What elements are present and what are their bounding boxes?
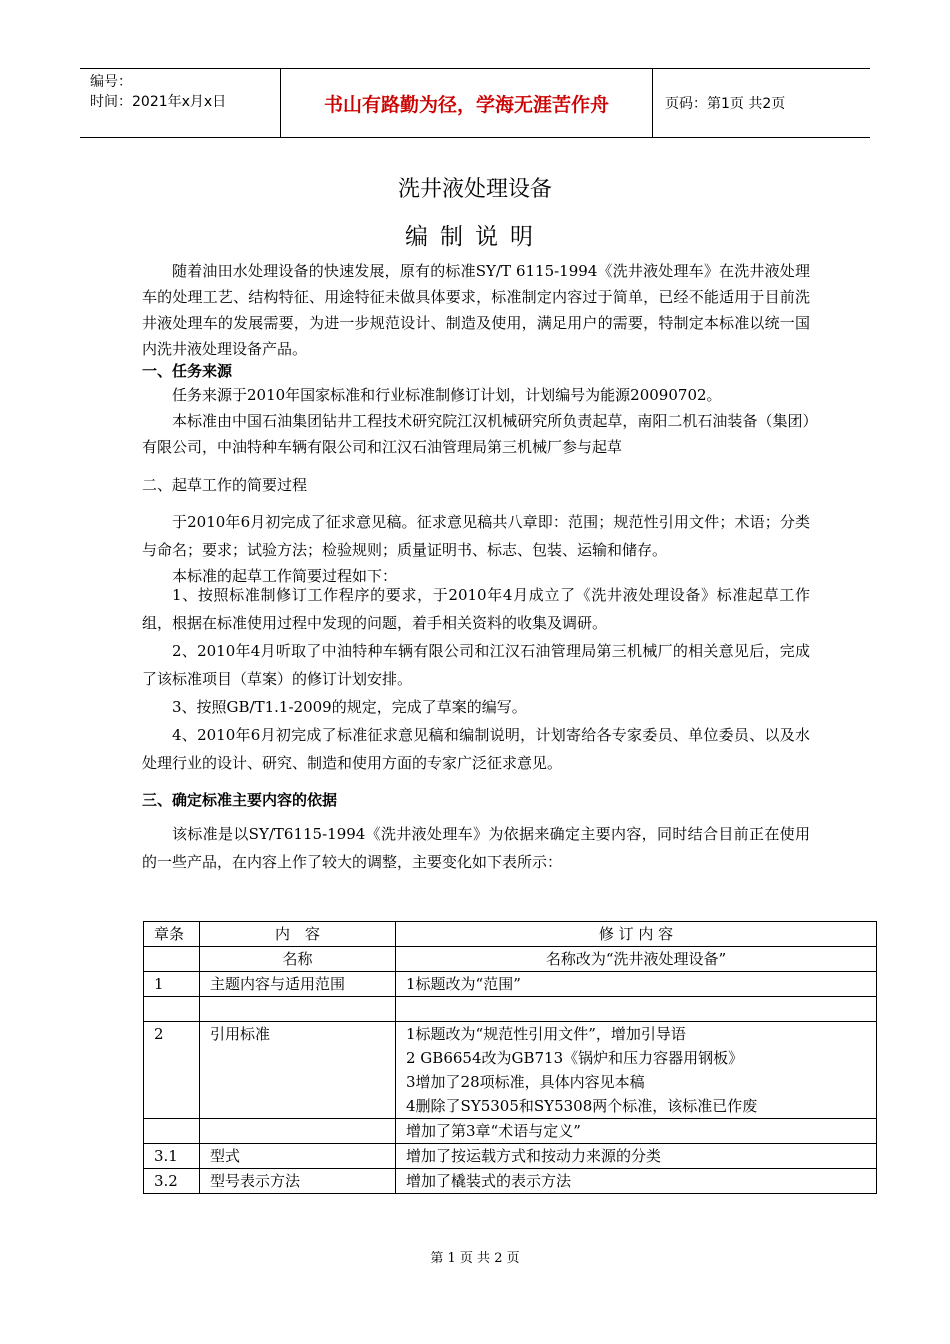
table-row [144,1169,877,1194]
table-row [144,972,877,997]
section2-paragraph-4: 2、2010年4月听取了中油特种车辆有限公司和江汉石油管理局第三机械厂的相关意见后，完成了该标准项目（草案）的修订计划安排。 [142,642,810,688]
time-label: 时间：2021年x月x日 [90,94,227,110]
document-title: 洗井液处理设备 [397,177,552,202]
table-cell: 1标题改为“规范性引用文件”，增加引导语 [396,1022,877,1047]
table-row [144,1119,877,1144]
table-cell: 增加了按运载方式和按动力来源的分类 [396,1144,877,1169]
section2-paragraph-2: 本标准的起草工作简要过程如下： [172,567,398,585]
table-cell: 4删除了SY5305和SY5308两个标准，该标准已作废 [396,1094,877,1119]
section2-paragraph-1: 于2010年6月初完成了征求意见稿。征求意见稿共八章即：范围；规范性引用文件；术语；分类与命名；要求；试验方法；检验规则；质量证明书、标志、包装、运输和储存。 [142,513,810,559]
table-row [144,1144,877,1169]
section2-paragraph-3: 1、按照标准制修订工作程序的要求，于2010年4月成立了《洗井液处理设备》标准起草工作组，根据在标准使用过程中发现的问题，着手相关资料的收集及调研。 [142,586,810,632]
document-subtitle: 编制说明 [405,224,545,250]
table-cell: 型式 [200,1144,396,1169]
section2-heading: 二、起草工作的简要过程 [142,476,308,494]
table-cell: 3.1 [144,1144,200,1169]
table-cell [144,1119,200,1144]
header-cell: 章条 [144,922,200,947]
header-left-cell [80,69,281,137]
header-cell: 修 订 内 容 [396,922,877,947]
table-cell [200,1119,396,1144]
number-label: 编号： [90,74,132,90]
revision-table [143,921,877,1194]
section3-paragraph-1: 该标准是以SY/T6115-1994《洗井液处理车》为依据来确定主要内容，同时结合目前正在使用的一些产品，在内容上作了较大的调整，主要变化如下表所示： [142,825,810,871]
table-cell: 3.2 [144,1169,200,1194]
table-cell: 引用标准 [200,1022,396,1119]
table-cell: 型号表示方法 [200,1169,396,1194]
table-cell: 2 [144,1022,200,1119]
section1-paragraph-2: 本标准由中国石油集团钻井工程技术研究院江汉机械研究所负责起草，南阳二机石油装备（集团）有限公司，中油特种车辆有限公司和江汉石油管理局第三机械厂参与起草 [142,412,810,456]
table-row [144,1022,877,1047]
table-row [144,997,877,1022]
table-cell: 增加了第3章“术语与定义” [396,1119,877,1144]
table-cell: 主题内容与适用范围 [200,972,396,997]
intro-paragraph: 随着油田水处理设备的快速发展，原有的标准SY/T 6115-1994《洗井液处理车》在洗井液处理车的处理工艺、结构特征、用途特征未做具体要求，标准制定内容过于简单，已经不能适用于目前洗井液处理车的发展需要，为进一步规范设计、制造及使用，满足用户的需要，特制定本标准以统一国内洗井液处理设备产品。 [142,262,810,358]
page-header [80,68,870,138]
header-cell: 内 容 [200,922,396,947]
table-cell: 1 [144,972,200,997]
page-footer: 第 1 页 共 2 页 [430,1251,520,1266]
table-cell: 3增加了28项标准，具体内容见本稿 [396,1070,877,1094]
section3-heading: 三、确定标准主要内容的依据 [142,791,338,809]
section1-paragraph-1: 任务来源于2010年国家标准和行业标准制修订计划，计划编号为能源20090702。 [172,386,722,404]
table-cell: 名称改为“洗井液处理设备” [396,947,877,972]
section2-paragraph-6: 4、2010年6月初完成了标准征求意见稿和编制说明，计划寄给各专家委员、单位委员、以及水处理行业的设计、研究、制造和使用方面的专家广泛征求意见。 [142,726,810,772]
table-cell [144,997,200,1022]
table-row [144,947,877,972]
table-cell: 名称 [200,947,396,972]
table-cell [200,997,396,1022]
table-cell [396,997,877,1022]
section1-heading: 一、任务来源 [142,362,233,380]
table-cell [144,947,200,972]
table-header-row [144,922,877,947]
section2-paragraph-5: 3、按照GB/T1.1-2009的规定，完成了草案的编写。 [172,698,527,716]
header-page-info: 页码：第1页 共2页 [665,96,786,112]
table-cell: 2 GB6654改为GB713《锅炉和压力容器用钢板》 [396,1046,877,1070]
header-motto: 书山有路勤为径，学海无涯苦作舟 [281,69,653,137]
table-cell: 1标题改为“范围” [396,972,877,997]
table-cell: 增加了橇装式的表示方法 [396,1169,877,1194]
